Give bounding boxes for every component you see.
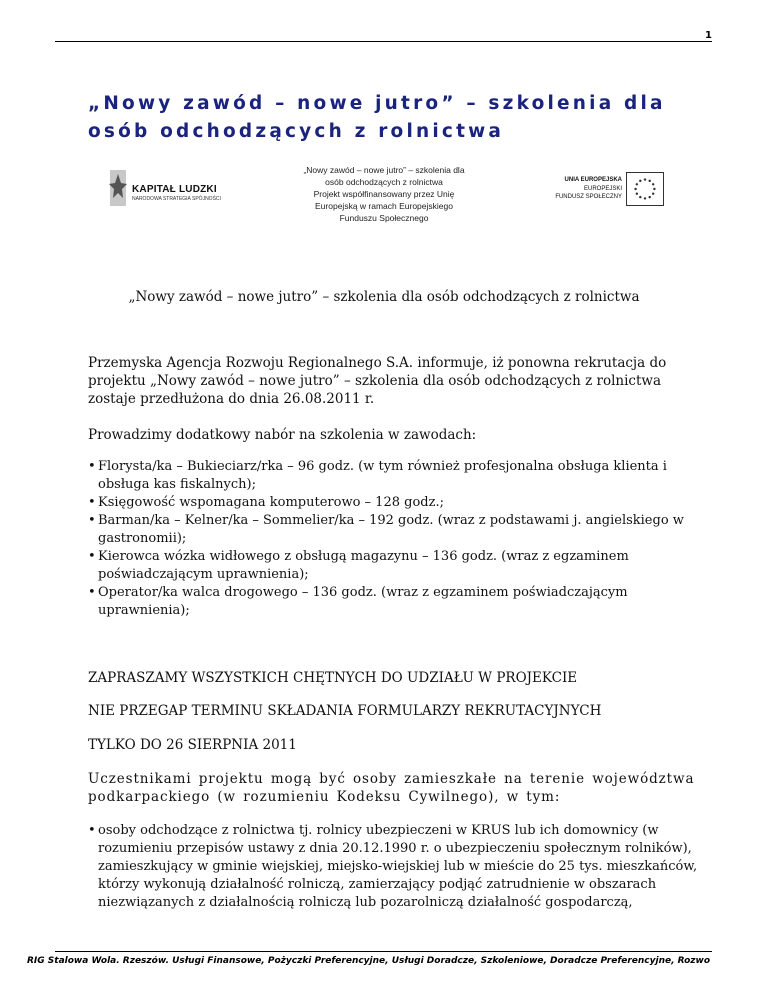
list-item: • osoby odchodzące z rolnictwa tj. rolnicy ubezpieczeni w KRUS lub ich domownicy (w rozumieniu przepisów ustawy z dnia 20.12.1990 r. o ubezpieczeniu społecznym rolników), zamieszkujący w gminie wiejskiej, miejsko-wiejskiej lub w mieście do 25 tys. mieszkańców, którzy wykonują działalność rolniczą, zamierzający podjąć zatrudnienie w obszarach niezwiązanych z działalnością rolniczą lub pozarolniczą działalność gospodarczą, — [98, 822, 698, 912]
project-info-box — [296, 164, 472, 224]
list-item: • Księgowość wspomagana komputerowo – 128 godz.; — [98, 494, 698, 512]
footer-divider — [55, 951, 712, 952]
list-item: • Operator/ka walca drogowego – 136 godz. (wraz z egzaminem poświadczającym uprawnienia); — [98, 584, 698, 620]
eu-star-icon — [648, 180, 650, 182]
intro-paragraph: Przemyska Agencja Rozwoju Regionalnego S.A. informuje, iż ponowna rekrutacja do projektu „Nowy zawód – nowe jutro” – szkolenia dla osób odchodzących z rolnictwa zostaje przedłużona do dnia 26.08.2011 r. — [88, 355, 667, 407]
eu-logo — [528, 172, 664, 208]
callout-deadline-warning: NIE PRZEGAP TERMINU SKŁADANIA FORMULARZY REKRUTACYJNYCH — [88, 703, 602, 719]
eu-star-icon — [636, 192, 638, 194]
eu-star-icon — [634, 188, 636, 190]
header-divider — [55, 41, 712, 42]
kapital-ludzki-subtitle: NARODOWA STRATEGIA SPÓJNOŚCI — [132, 196, 221, 202]
page-number: 1 — [705, 30, 712, 41]
eu-logo-line1: UNIA EUROPEJSKA — [564, 177, 622, 183]
article-caption: „Nowy zawód – nowe jutro” – szkolenia dla osób odchodzących z rolnictwa — [128, 289, 640, 305]
kapital-ludzki-name: KAPITAŁ LUDZKI — [132, 184, 217, 195]
eu-logo-line2: EUROPEJSKI — [583, 185, 622, 192]
eu-star-icon — [636, 183, 638, 185]
eu-logo-text — [555, 176, 622, 202]
lead-paragraph: Prowadzimy dodatkowy nabór na szkolenia w zawodach: — [88, 427, 477, 443]
participants-paragraph: Uczestnikami projektu mogą być osoby zamieszkałe na terenie województwa podkarpackiego (w rozumieniu Kodeksu Cywilnego), w tym: — [88, 771, 695, 805]
eu-star-icon — [652, 183, 654, 185]
page-footer: RIG Stalowa Wola. Rzeszów. Usługi Finansowe, Pożyczki Preferencyjne, Usługi Doradcze, Szkoleniowe, Doradcze Preferencyjne, Rozwo — [27, 956, 711, 966]
list-item: • Barman/ka – Kelner/ka – Sommelier/ka – 192 godz. (wraz z podstawami j. angielskiego w gastronomii); — [98, 512, 698, 548]
project-box-line: Funduszu Społecznego — [339, 213, 429, 223]
callout-invite: ZAPRASZAMY WSZYSTKICH CHĘTNYCH DO UDZIAŁU W PROJEKCIE — [88, 670, 578, 686]
eu-star-icon — [653, 188, 655, 190]
project-box-line: „Nowy zawód – nowe jutro” – szkolenia dla — [303, 165, 465, 175]
eu-star-icon — [644, 178, 646, 180]
eu-star-icon — [652, 192, 654, 194]
eu-star-icon — [639, 180, 641, 182]
kapital-ludzki-emblem-icon — [108, 168, 128, 208]
course-list — [88, 458, 698, 620]
eu-star-icon — [644, 197, 646, 199]
project-box-line: Europejską w ramach Europejskiego — [315, 201, 453, 211]
eu-flag-icon — [626, 172, 664, 206]
list-item: • Florysta/ka – Bukieciarz/rka – 96 godz. (w tym również profesjonalna obsługa klienta i obsługa kas fiskalnych); — [98, 458, 698, 494]
callout-deadline-date: TYLKO DO 26 SIERPNIA 2011 — [88, 737, 297, 753]
participants-list — [88, 822, 698, 912]
eu-star-icon — [648, 196, 650, 198]
eu-logo-line3: FUNDUSZ SPOŁECZNY — [555, 194, 622, 200]
kapital-ludzki-logo — [108, 168, 238, 210]
article-title: „Nowy zawód – nowe jutro” – szkolenia dla osób odchodzących z rolnictwa — [88, 93, 666, 142]
project-box-line: osób odchodzących z rolnictwa — [325, 177, 443, 187]
list-item: • Kierowca wózka widłowego z obsługą magazynu – 136 godz. (wraz z egzaminem poświadczającym uprawnienia); — [98, 548, 698, 584]
eu-star-icon — [639, 196, 641, 198]
project-box-line: Projekt współfinansowany przez Unię — [313, 189, 455, 199]
